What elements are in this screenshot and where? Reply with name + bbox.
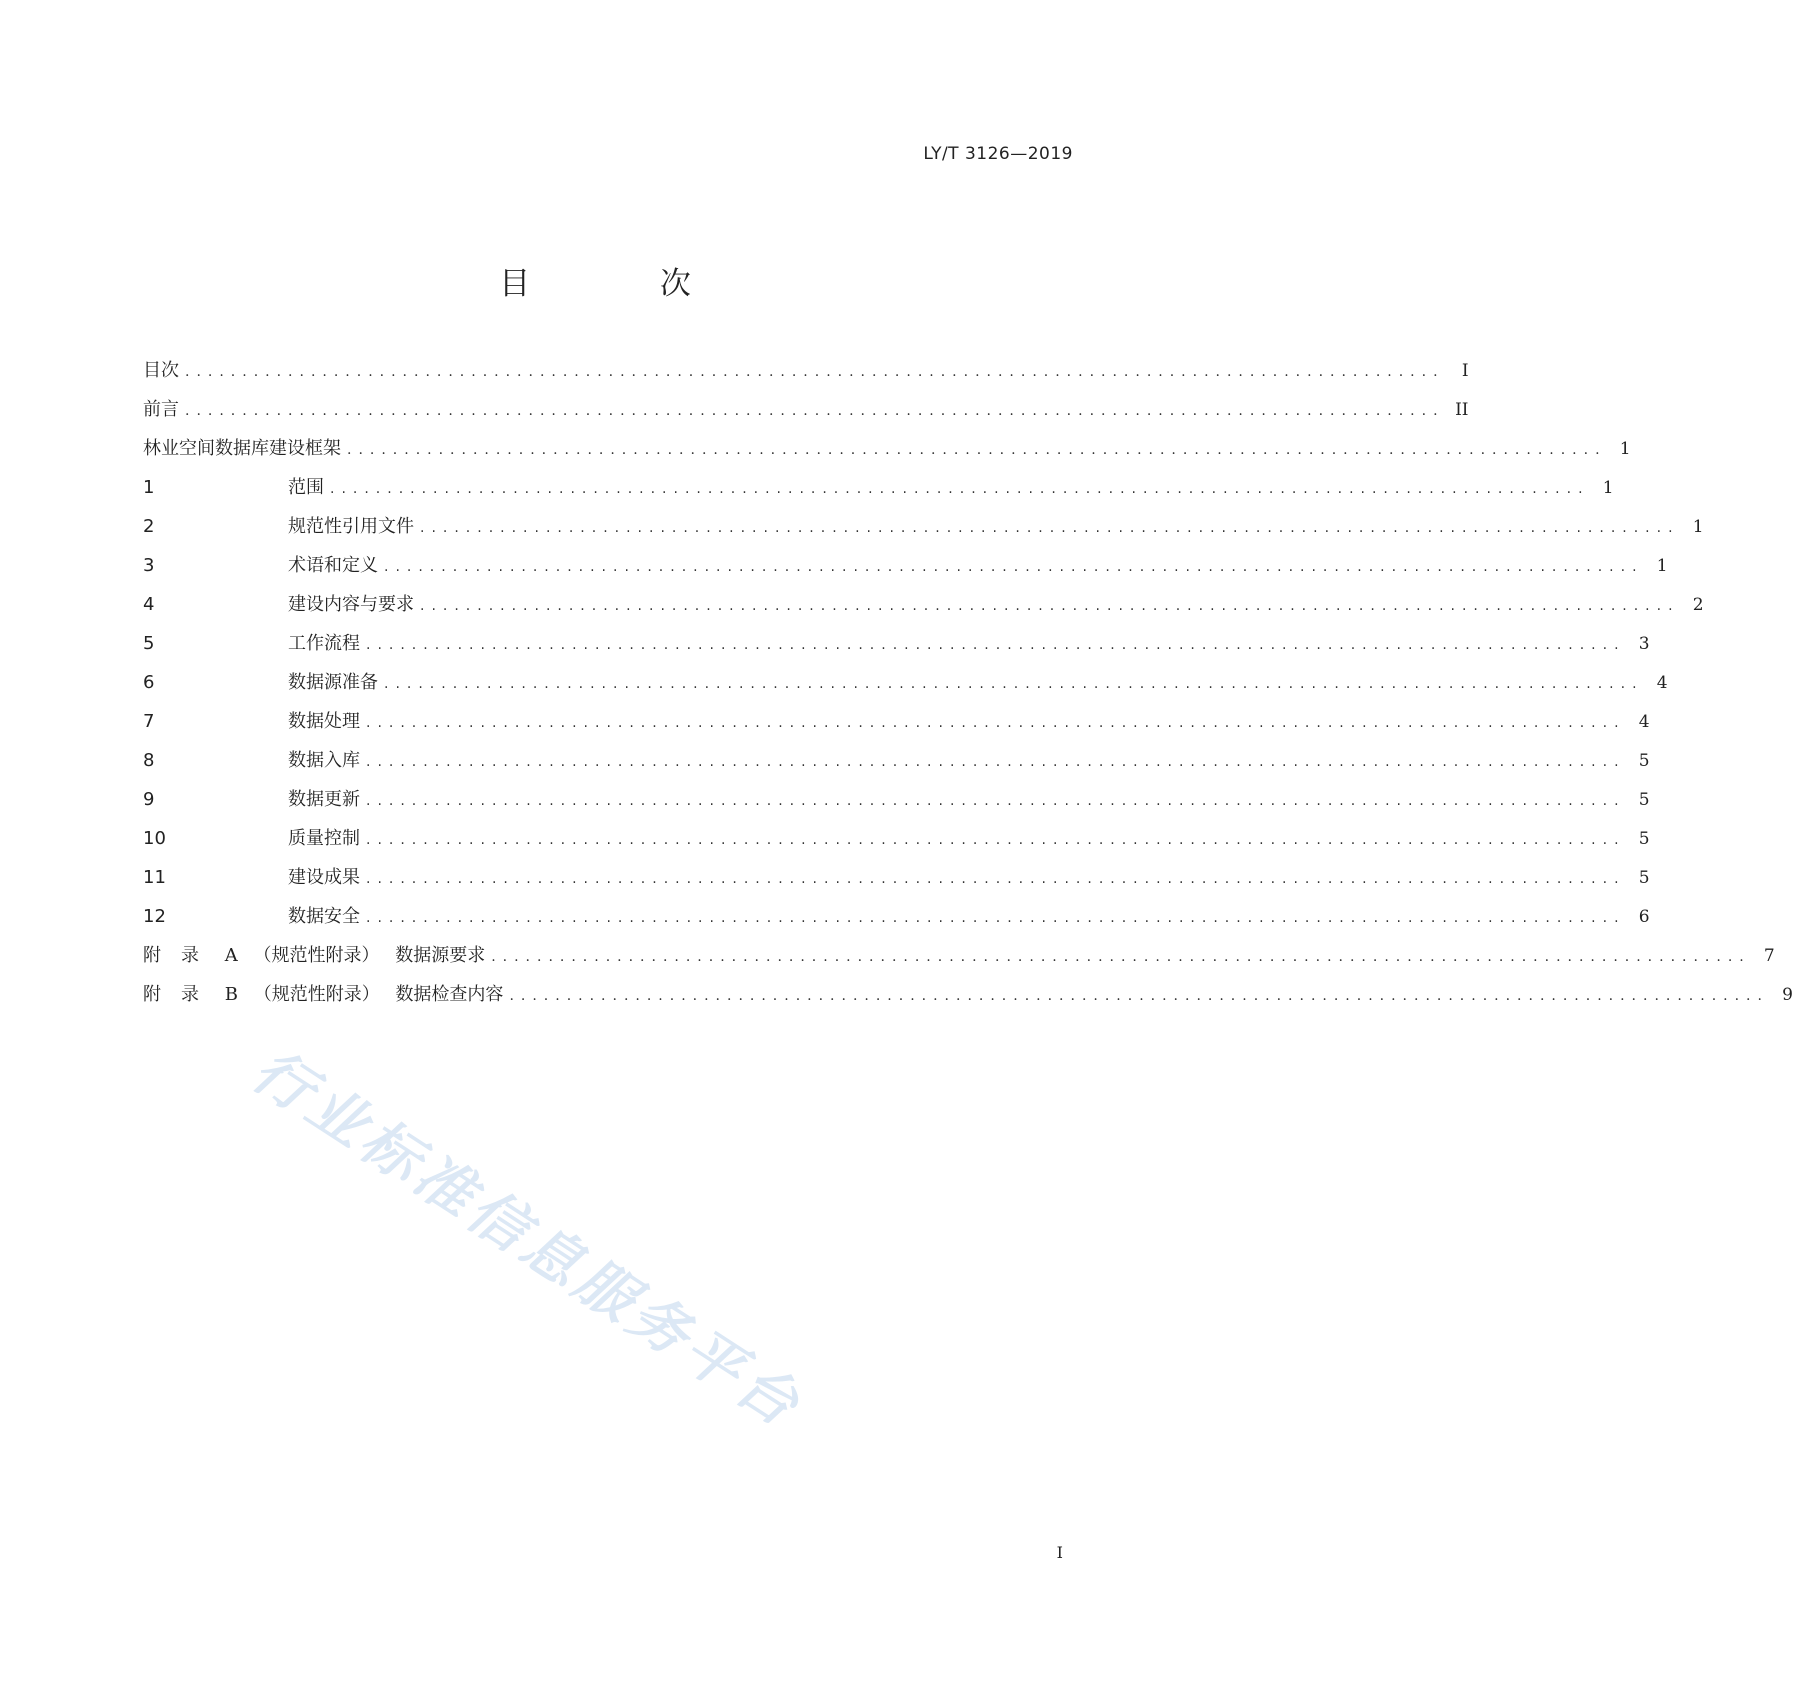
dot-leader: .............................................................................................................. <box>420 520 1680 536</box>
toc-label: 数据安全 <box>288 906 360 927</box>
toc-label: 质量控制 <box>288 828 360 849</box>
appendix-title: 数据检查内容 <box>395 984 504 1005</box>
toc-page: 3 <box>1638 634 1650 654</box>
toc-entry-foreword[interactable] <box>143 395 1469 434</box>
toc-num: 12 <box>143 906 166 927</box>
toc-page: 6 <box>1638 907 1650 927</box>
toc-entry-4[interactable] <box>143 590 1704 629</box>
toc-page: 1 <box>1619 439 1631 459</box>
toc-entry-7[interactable] <box>143 707 1650 746</box>
toc-page: 1 <box>1692 517 1704 537</box>
footer-page-number: I <box>1056 1543 1063 1562</box>
standard-code: LY/T 3126—2019 <box>923 144 1073 164</box>
dot-leader: .............................................................................................................. <box>366 910 1626 926</box>
toc-num: 4 <box>143 594 155 615</box>
appendix-type: （规范性附录） <box>253 984 380 1005</box>
toc-entry-11[interactable] <box>143 863 1650 902</box>
toc-page: 5 <box>1638 751 1650 771</box>
toc-page: 1 <box>1656 556 1668 576</box>
toc-label: 建设成果 <box>288 867 360 888</box>
table-of-contents <box>143 356 1793 1019</box>
toc-page: I <box>1461 361 1469 381</box>
toc-label: 工作流程 <box>288 633 360 654</box>
toc-label: 数据更新 <box>288 789 360 810</box>
appendix-prefix: 附录 <box>143 984 219 1005</box>
toc-label <box>143 980 503 1006</box>
toc-label: 规范性引用文件 <box>288 516 414 537</box>
toc-page: 1 <box>1602 478 1614 498</box>
toc-page: II <box>1455 400 1469 420</box>
toc-label: 目次 <box>143 360 179 381</box>
toc-num: 5 <box>143 633 155 654</box>
toc-num: 8 <box>143 750 155 771</box>
toc-label <box>143 941 485 967</box>
toc-label: 术语和定义 <box>288 555 378 576</box>
toc-label: 数据处理 <box>288 711 360 732</box>
toc-page: 7 <box>1763 946 1775 966</box>
toc-page: 2 <box>1692 595 1704 615</box>
toc-entry-3[interactable] <box>143 551 1668 590</box>
dot-leader: .............................................................................................................. <box>185 403 1445 419</box>
toc-entry-contents[interactable] <box>143 356 1469 395</box>
dot-leader: .............................................................................................................. <box>420 598 1680 614</box>
toc-entry-6[interactable] <box>143 668 1668 707</box>
toc-label: 前言 <box>143 399 179 420</box>
appendix-letter: B <box>224 984 238 1005</box>
dot-leader: .............................................................................................................. <box>491 949 1751 965</box>
toc-num: 6 <box>143 672 155 693</box>
toc-num: 10 <box>143 828 166 849</box>
toc-page: 5 <box>1638 868 1650 888</box>
dot-leader: .............................................................................................................. <box>366 793 1626 809</box>
appendix-letter: A <box>224 945 238 966</box>
dot-leader: .............................................................................................................. <box>330 481 1590 497</box>
toc-entry-appendix-b[interactable] <box>143 980 1793 1019</box>
appendix-type: （规范性附录） <box>253 945 380 966</box>
page-title: 目 次 <box>499 266 751 302</box>
dot-leader: .............................................................................................................. <box>384 559 1644 575</box>
toc-num: 11 <box>143 867 166 888</box>
dot-leader: .............................................................................................................. <box>366 637 1626 653</box>
watermark: 行业标准信息服务平台 <box>240 1035 815 1442</box>
toc-num: 1 <box>143 477 155 498</box>
toc-num: 9 <box>143 789 155 810</box>
dot-leader: .............................................................................................................. <box>366 871 1626 887</box>
dot-leader: .............................................................................................................. <box>366 715 1626 731</box>
toc-entry-1[interactable] <box>143 473 1614 512</box>
dot-leader: .............................................................................................................. <box>384 676 1644 692</box>
toc-page: 4 <box>1656 673 1668 693</box>
dot-leader: .............................................................................................................. <box>366 832 1626 848</box>
toc-page: 9 <box>1782 985 1793 1005</box>
toc-label: 数据源准备 <box>288 672 378 693</box>
toc-entry-2[interactable] <box>143 512 1704 551</box>
toc-entry-main-title[interactable] <box>143 434 1631 473</box>
appendix-title: 数据源要求 <box>395 945 486 966</box>
toc-entry-10[interactable] <box>143 824 1650 863</box>
toc-label: 林业空间数据库建设框架 <box>143 438 341 459</box>
toc-entry-9[interactable] <box>143 785 1650 824</box>
toc-entry-8[interactable] <box>143 746 1650 785</box>
toc-page: 4 <box>1638 712 1650 732</box>
dot-leader: .............................................................................................................. <box>509 988 1769 1004</box>
dot-leader: .............................................................................................................. <box>366 754 1626 770</box>
toc-page: 5 <box>1638 790 1650 810</box>
appendix-prefix: 附录 <box>143 945 219 966</box>
toc-label: 范围 <box>288 477 324 498</box>
toc-num: 7 <box>143 711 155 732</box>
toc-entry-appendix-a[interactable] <box>143 941 1775 980</box>
toc-label: 建设内容与要求 <box>288 594 414 615</box>
dot-leader: .............................................................................................................. <box>347 442 1607 458</box>
toc-entry-12[interactable] <box>143 902 1650 941</box>
toc-entry-5[interactable] <box>143 629 1650 668</box>
toc-label: 数据入库 <box>288 750 360 771</box>
toc-page: 5 <box>1638 829 1650 849</box>
dot-leader: .............................................................................................................. <box>185 364 1445 380</box>
toc-num: 3 <box>143 555 155 576</box>
toc-num: 2 <box>143 516 155 537</box>
